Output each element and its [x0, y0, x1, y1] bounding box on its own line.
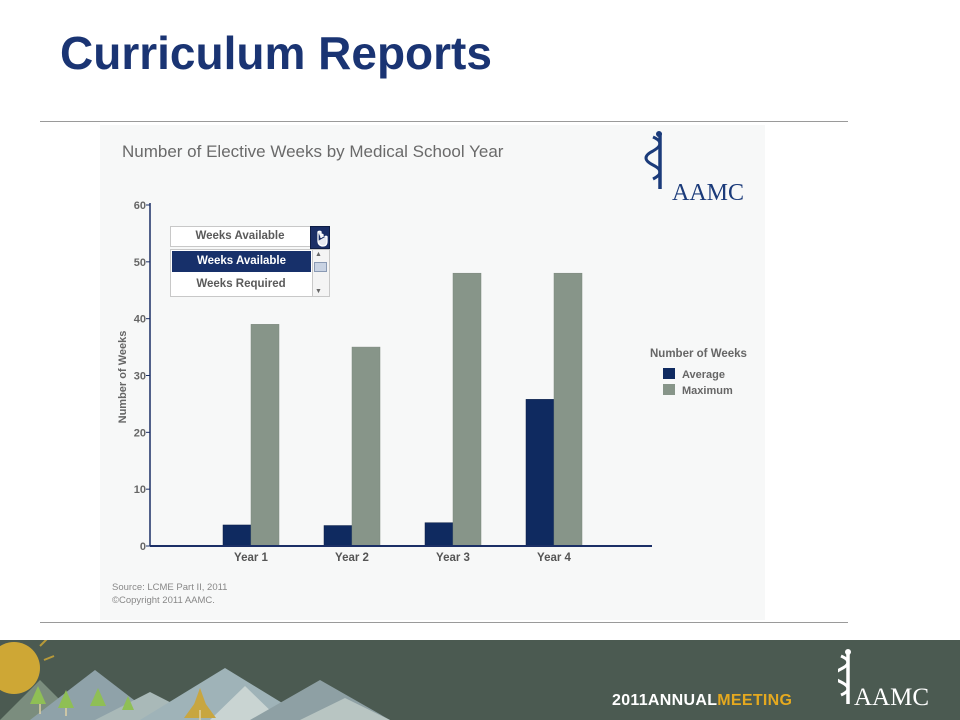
legend-title: Number of Weeks: [650, 348, 747, 360]
legend-swatch-average: [663, 368, 675, 379]
metric-dropdown[interactable]: [170, 226, 330, 297]
bar-average-year-4: [526, 399, 554, 546]
dropdown-selected-label: Weeks Available: [195, 230, 285, 242]
dropdown-toggle-button[interactable]: [310, 226, 330, 249]
dropdown-option-weeks-required[interactable]: Weeks Required: [196, 278, 286, 290]
y-tick-label: 50: [133, 256, 146, 269]
hand-cursor-icon: [311, 227, 329, 248]
bar-average-year-3: [425, 523, 453, 546]
bar-average-year-1: [223, 525, 251, 546]
mountain-illustration: [0, 640, 960, 720]
dropdown-options: [170, 249, 330, 297]
caduceus-icon: [646, 131, 662, 189]
footer-annual: ANNUAL: [647, 692, 718, 709]
y-tick-label: 40: [133, 313, 146, 326]
footer-meeting: MEETING: [717, 692, 793, 709]
legend-label-average: Average: [682, 369, 726, 381]
dropdown-option-weeks-available[interactable]: Weeks Available: [172, 251, 311, 272]
bar-maximum-year-2: [352, 347, 380, 546]
y-tick-label: 30: [133, 370, 146, 383]
chart-title: Number of Elective Weeks by Medical School Year: [122, 142, 504, 161]
bars-group: [223, 273, 582, 546]
chart-copyright: ©Copyright 2011 AAMC.: [112, 595, 215, 606]
y-tick-label: 60: [133, 200, 146, 212]
slide-title: Curriculum Reports: [60, 27, 492, 79]
aamc-logo: [646, 131, 744, 206]
y-tick-label: 0: [139, 541, 146, 553]
scroll-down-icon[interactable]: ▼: [315, 288, 322, 295]
x-tick-label: Year 1: [234, 552, 268, 564]
annual-meeting-wordmark: [612, 692, 792, 710]
elective-weeks-chart: [100, 125, 765, 620]
chart-source: Source: LCME Part II, 2011: [112, 582, 228, 593]
legend: [650, 348, 747, 397]
scroll-thumb[interactable]: [314, 262, 327, 272]
legend-swatch-maximum: [663, 384, 675, 395]
bar-maximum-year-4: [554, 273, 582, 546]
chart-panel: [100, 125, 765, 620]
bottom-divider: [40, 622, 848, 623]
top-divider: [40, 121, 848, 122]
footer-banner: [0, 640, 960, 720]
footer-year: 2011: [612, 692, 648, 709]
footer-aamc-logo: [838, 646, 938, 716]
x-axis: [150, 546, 652, 564]
y-tick-label: 10: [133, 484, 146, 497]
aamc-logo-text: AAMC: [672, 180, 745, 206]
bar-maximum-year-3: [453, 273, 481, 546]
footer-aamc-text: AAMC: [854, 684, 930, 711]
scroll-up-icon[interactable]: ▲: [315, 251, 322, 258]
legend-label-maximum: Maximum: [682, 385, 733, 397]
bar-maximum-year-1: [251, 324, 279, 546]
x-tick-label: Year 2: [335, 552, 369, 564]
y-axis-label: Number of Weeks: [117, 330, 129, 424]
y-axis: [134, 200, 150, 553]
dropdown-selected[interactable]: [170, 226, 330, 247]
y-tick-label: 20: [133, 427, 146, 440]
dropdown-scrollbar[interactable]: [312, 250, 329, 296]
x-tick-label: Year 3: [436, 552, 470, 564]
x-tick-label: Year 4: [537, 552, 571, 564]
bar-average-year-2: [324, 526, 352, 546]
